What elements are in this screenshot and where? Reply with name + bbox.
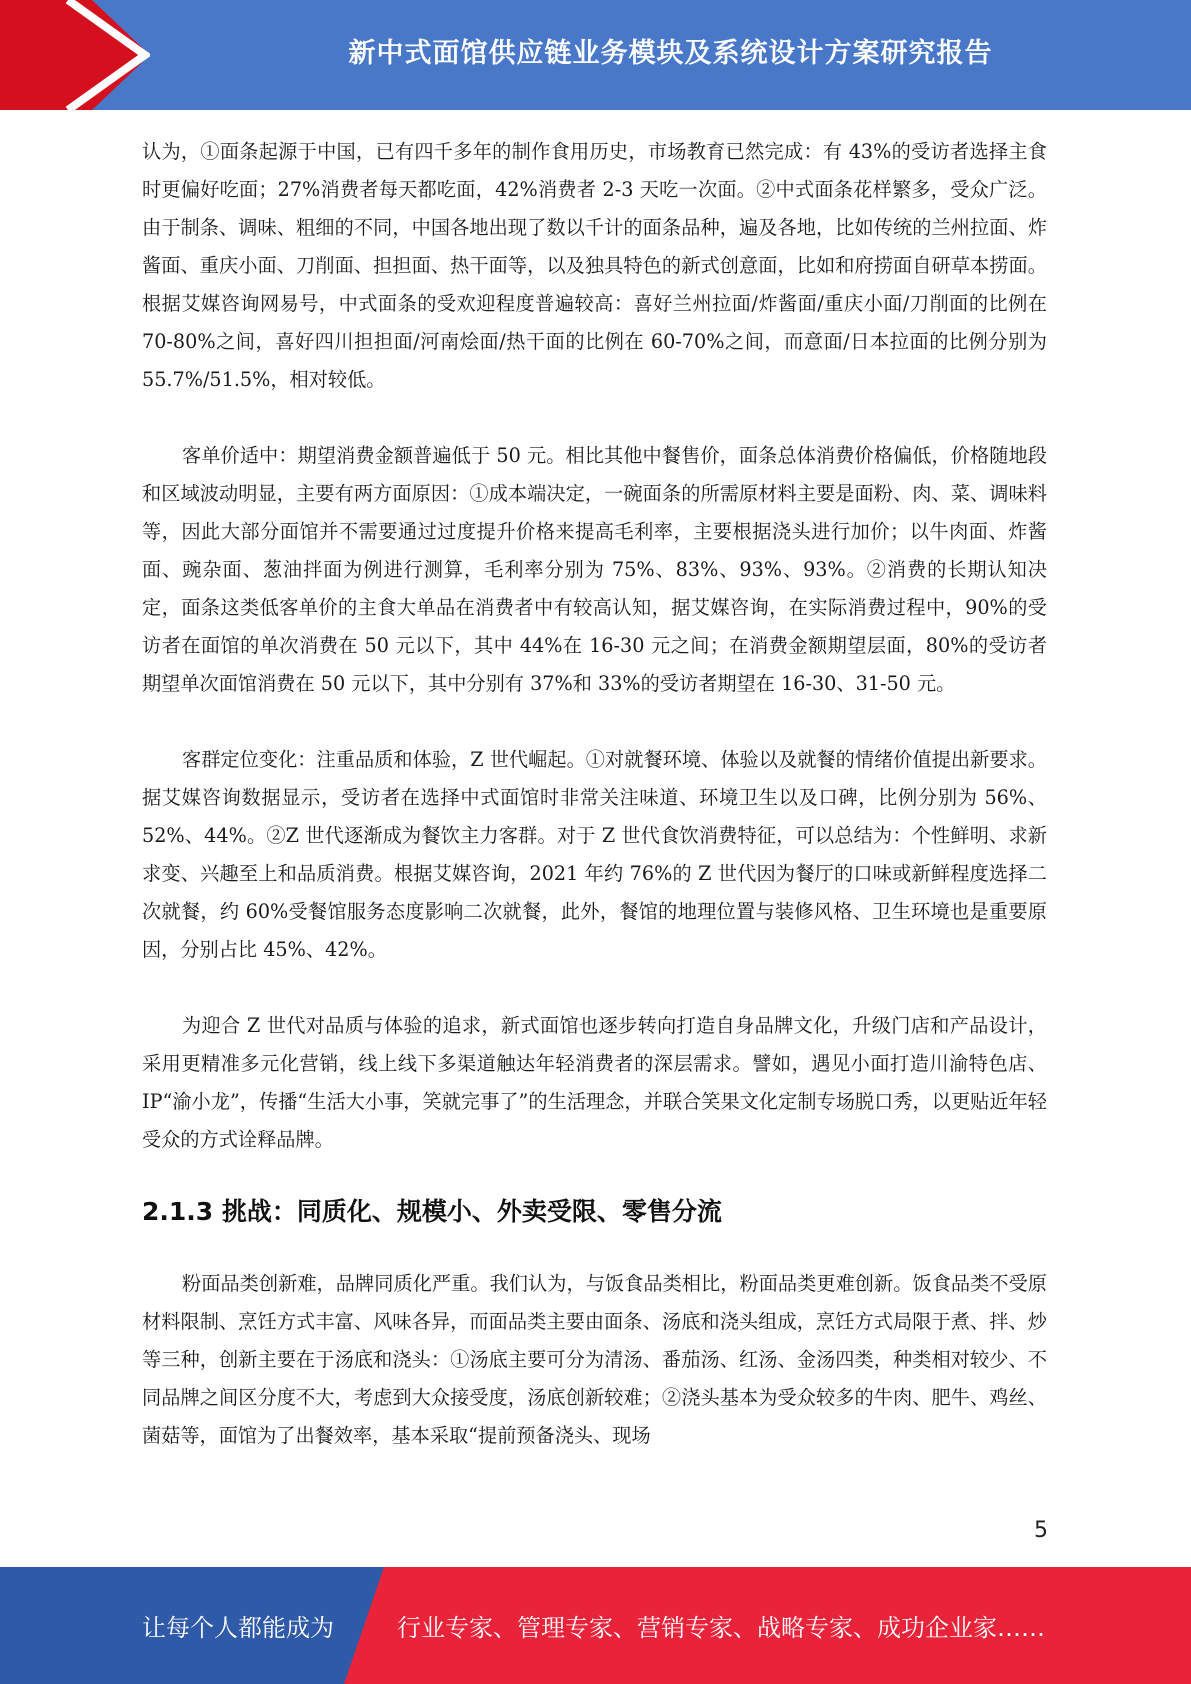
paragraph: 认为，①面条起源于中国，已有四千多年的制作食用历史，市场教育已然完成：有 43%的受访者选择主食时更偏好吃面；27%消费者每天都吃面，42%消费者 2-3 天吃一次面。②中式面条花样繁多，受众广泛。由于制条、调味、粗细的不同，中国各地出现了数以千计的面条品种，遍及各地，比如传统的兰州拉面、炸酱面、重庆小面、刀削面、担担面、热干面等，以及独具特色的新式创意面，比如和府捞面自研草本捞面。根据艾媒咨询网易号，中式面条的受欢迎程度普遍较高：喜好兰州拉面/炸酱面/重庆小面/刀削面的比例在 70-80%之间，喜好四川担担面/河南烩面/热干面的比例在 60-70%之间，而意面/日本拉面的比例分别为 55.7%/51.5%，相对较低。 bbox=[142, 140, 1047, 391]
header-red-chevron bbox=[0, 0, 150, 110]
page-header bbox=[0, 0, 1191, 110]
section-heading: 2.1.3 挑战：同质化、规模小、外卖受限、零售分流 bbox=[142, 1197, 722, 1226]
footer-slogan-left: 让每个人都能成为 bbox=[142, 1614, 334, 1642]
paragraph: 粉面品类创新难，品牌同质化严重。我们认为，与饭食品类相比，粉面品类更难创新。饭食品类不受原材料限制、烹饪方式丰富、风味各异，而面品类主要由面条、汤底和浇头组成，烹饪方式局限于煮、拌、炒等三种，创新主要在于汤底和浇头：①汤底主要可分为清汤、番茄汤、红汤、金汤四类，种类相对较少、不同品牌之间区分度不大，考虑到大众接受度，汤底创新较难；②浇头基本为受众较多的牛肉、肥牛、鸡丝、菌菇等，面馆为了出餐效率，基本采取“提前预备浇头、现场 bbox=[142, 1272, 1047, 1447]
page-footer bbox=[0, 1567, 1191, 1684]
report-title: 新中式面馆供应链业务模块及系统设计方案研究报告 bbox=[348, 37, 993, 69]
paragraph: 客单价适中：期望消费金额普遍低于 50 元。相比其他中餐售价，面条总体消费价格偏低，价格随地段和区域波动明显，主要有两方面原因：①成本端决定，一碗面条的所需原材料主要是面粉、肉、菜、调味料等，因此大部分面馆并不需要通过过度提升价格来提高毛利率，主要根据浇头进行加价；以牛肉面、炸酱面、豌杂面、葱油拌面为例进行测算，毛利率分别为 75%、83%、93%、93%。②消费的长期认知决定，面条这类低客单价的主食大单品在消费者中有较高认知，据艾媒咨询，在实际消费过程中，90%的受访者在面馆的单次消费在 50 元以下，其中 44%在 16-30 元之间；在消费金额期望层面，80%的受访者期望单次面馆消费在 50 元以下，其中分别有 37%和 33%的受访者期望在 16-30、31-50 元。 bbox=[142, 444, 1047, 695]
paragraph: 为迎合 Z 世代对品质与体验的追求，新式面馆也逐步转向打造自身品牌文化，升级门店和产品设计，采用更精准多元化营销，线上线下多渠道触达年轻消费者的深层需求。譬如，遇见小面打造川渝特色店、IP“渝小龙”，传播“生活大小事，笑就完事了”的生活理念，并联合笑果文化定制专场脱口秀，以更贴近年轻受众的方式诠释品牌。 bbox=[142, 1014, 1047, 1151]
footer-slogan-right: 行业专家、管理专家、营销专家、战略专家、成功企业家…… bbox=[397, 1614, 1045, 1642]
paragraph: 客群定位变化：注重品质和体验，Z 世代崛起。①对就餐环境、体验以及就餐的情绪价值提出新要求。据艾媒咨询数据显示，受访者在选择中式面馆时非常关注味道、环境卫生以及口碑，比例分别为 56%、52%、44%。②Z 世代逐渐成为餐饮主力客群。对于 Z 世代食饮消费特征，可以总结为：个性鲜明、求新求变、兴趣至上和品质消费。根据艾媒咨询，2021 年约 76%的 Z 世代因为餐厅的口味或新鲜程度选择二次就餐，约 60%受餐馆服务态度影响二次就餐，此外，餐馆的地理位置与装修风格、卫生环境也是重要原因，分别占比 45%、42%。 bbox=[142, 748, 1047, 961]
document-body bbox=[142, 133, 1047, 1455]
page-number: 5 bbox=[1034, 1518, 1048, 1543]
